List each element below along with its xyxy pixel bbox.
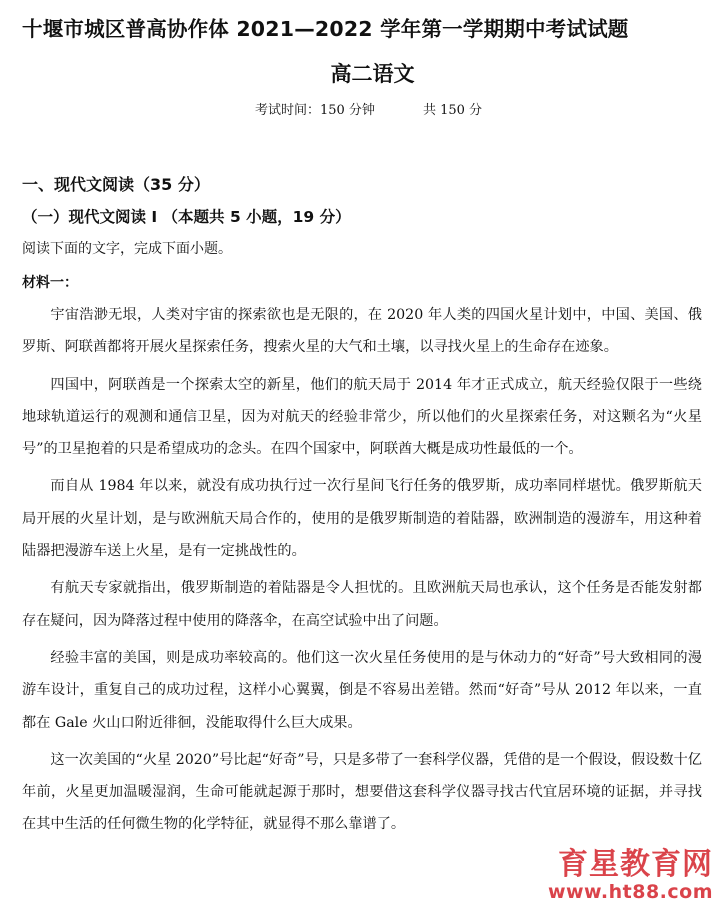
- material-label: 材料一：: [22, 275, 78, 291]
- watermark-logo: [548, 848, 713, 902]
- passage-paragraph-6: 这一次美国的“火星 2020”号比起“好奇”号，只是多带了一套科学仪器，凭借的是一个假设，假设数十亿年前，火星更加温暖湿润，生命可能就起源于那时，想要借这套科学仪器寻找古代宜居环境的证据，并寻找在其中生活的任何微生物的化学特征，就显得不那么靠谱了。: [22, 751, 702, 833]
- section-heading: 一、现代文阅读（35 分）: [22, 175, 210, 194]
- reading-passage: [22, 299, 702, 841]
- exam-title: 十堰市城区普高协作体 2021—2022 学年第一学期期中考试试题: [22, 17, 629, 41]
- passage-paragraph-4: 有航天专家就指出，俄罗斯制造的着陆器是令人担忧的。且欧洲航天局也承认，这个任务是否能发射都存在疑问，因为降落过程中使用的降落伞，在高空试验中出了问题。: [22, 580, 702, 629]
- instruction-text: 阅读下面的文字，完成下面小题。: [22, 241, 232, 257]
- passage-paragraph-3: 而自从 1984 年以来，就没有成功执行过一次行星间飞行任务的俄罗斯，成功率同样堪忧。俄罗斯航天局开展的火星计划，是与欧洲航天局合作的，使用的是俄罗斯制造的着陆器，欧洲制造的漫游车，用这种着陆器把漫游车送上火星，是有一定挑战性的。: [22, 478, 702, 560]
- exam-time: 考试时间：150 分钟: [254, 103, 375, 118]
- total-score: 共 150 分: [422, 103, 483, 118]
- exam-info: [0, 99, 727, 118]
- passage-paragraph-1: 宇宙浩渺无垠，人类对宇宙的探索欲也是无限的，在 2020 年人类的四国火星计划中，中国、美国、俄罗斯、阿联酋都将开展火星探索任务，搜索火星的大气和土壤，以寻找火星上的生命存在迹象。: [22, 307, 702, 356]
- watermark-site: www.ht88.com: [547, 881, 713, 903]
- watermark-brand: 育星教育网: [558, 847, 713, 882]
- passage-paragraph-2: 四国中，阿联酋是一个探索太空的新星，他们的航天局于 2014 年才正式成立，航天经验仅限于一些绕地球轨道运行的观测和通信卫星，因为对航天的经验非常少，所以他们的火星探索任务，对这颗名为“火星号”的卫星抱着的只是希望成功的念头。在四个国家中，阿联酋大概是成功性最低的一个。: [22, 376, 702, 458]
- passage-paragraph-5: 经验丰富的美国，则是成功率较高的。他们这一次火星任务使用的是与休动力的“好奇”号大致相同的漫游车设计，重复自己的成功过程，这样小心翼翼，倒是不容易出差错。然而“好奇”号从 2012 年以来，一直都在 Gale 火山口附近徘徊，没能取得什么巨大成果。: [22, 649, 702, 731]
- section-subheading: （一）现代文阅读 I （本题共 5 小题，19 分）: [22, 208, 351, 226]
- exam-subtitle: 高二语文: [330, 62, 415, 86]
